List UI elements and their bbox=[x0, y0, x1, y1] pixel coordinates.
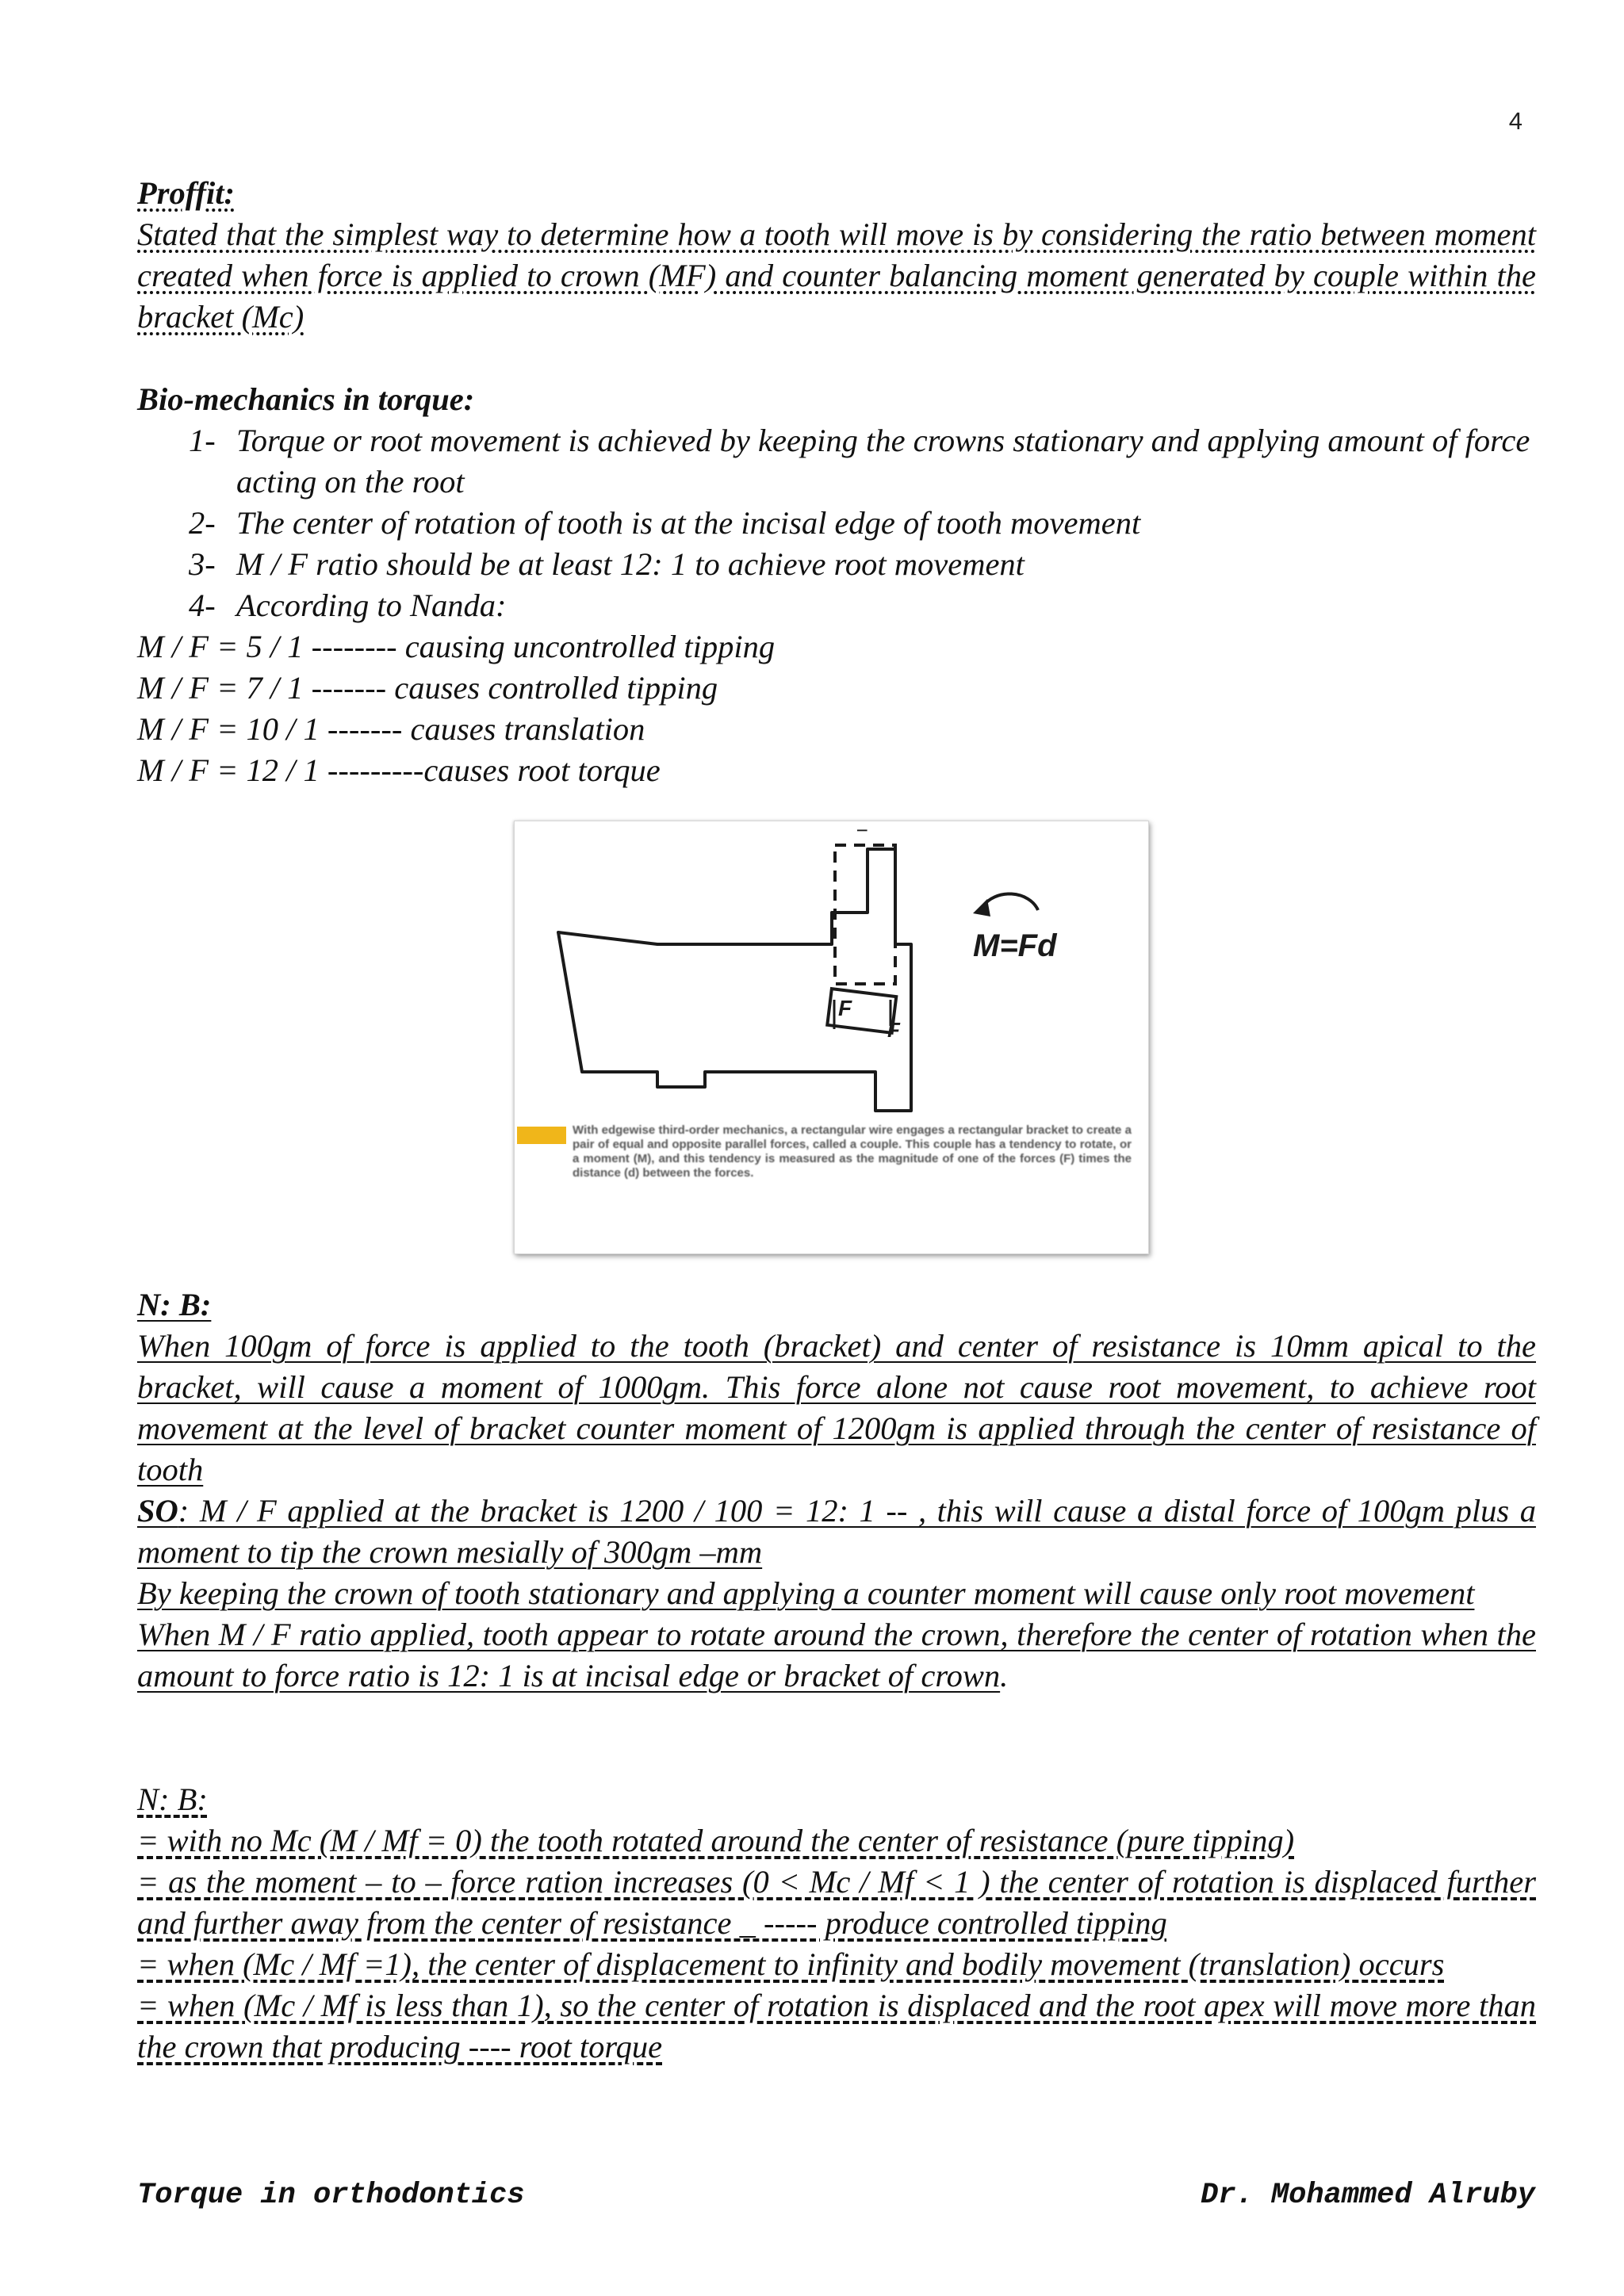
list-item-text: Torque or root movement is achieved by keeping the crowns stationary and applying amount of force acting on the root bbox=[236, 423, 1530, 499]
nb-heading-2: N: B: bbox=[137, 1781, 208, 1817]
nb1-paragraph-2: By keeping the crown of tooth stationary and applying a counter moment will cause only root movement bbox=[137, 1575, 1475, 1611]
list-item-number: 4- bbox=[189, 587, 216, 623]
list-item bbox=[137, 585, 1536, 626]
list-item-number: 3- bbox=[189, 546, 216, 582]
list-item bbox=[137, 503, 1536, 544]
nb1-paragraph-1: When 100gm of force is applied to the tooth (bracket) and center of resistance is 10mm apical to the bracket, will cause a moment of 1000gm. This force alone not cause root movement, to achieve root movement at the level of bracket counter moment of 1200gm is applied through the center of resistance of tooth bbox=[137, 1328, 1536, 1487]
ratio-line: M / F = 12 / 1 ---------causes root torque bbox=[137, 752, 661, 788]
proffit-heading: Proffit: bbox=[137, 175, 235, 211]
ratio-line: M / F = 7 / 1 ------- causes controlled tipping bbox=[137, 670, 718, 706]
nb2-item: = as the moment – to – force ration increases (0 < Mc / Mf < 1 ) the center of rotation is displaced further and further away from the center of resistance _ ----- produce controlled tipping bbox=[137, 1864, 1536, 1941]
list-item-text: According to Nanda: bbox=[236, 587, 507, 623]
so-label: SO bbox=[137, 1493, 178, 1529]
list-item-text: M / F ratio should be at least 12: 1 to achieve root movement bbox=[236, 546, 1025, 582]
nb2-item: = when (Mc / Mf is less than 1), so the center of rotation is displaced and the root apex will move more than the crown that producing ---- root torque bbox=[137, 1988, 1536, 2064]
biomechanics-list bbox=[137, 420, 1536, 626]
nb2-item: = with no Mc (M / Mf = 0) the tooth rotated around the center of resistance (pure tipping) bbox=[137, 1823, 1295, 1858]
wire-dashed-outline bbox=[835, 845, 895, 984]
nb1-paragraph-3-end: . bbox=[1000, 1658, 1009, 1693]
caption-color-marker bbox=[517, 1127, 566, 1144]
footer-author: Dr. Mohammed Alruby bbox=[1201, 2179, 1535, 2212]
nb-heading-1: N: B: bbox=[137, 1287, 212, 1322]
nb-section-1 bbox=[137, 1284, 1536, 1697]
figure-caption: With edgewise third-order mechanics, a rectangular wire engages a rectangular bracket to create a pair of equal and opposite parallel forces, called a couple. This couple has a tendency to rotate, or a moment (M), and this tendency is measured as the magnitude of one of the forces (F) times the distance (d) between the forces. bbox=[573, 1123, 1132, 1180]
nb2-item: = when (Mc / Mf =1), the center of displacement to infinity and bodily movement (translation) occurs bbox=[137, 1946, 1445, 1982]
list-item-number: 2- bbox=[189, 505, 216, 541]
ratio-line: M / F = 5 / 1 -------- causing uncontrolled tipping bbox=[137, 629, 776, 664]
nb1-paragraph-3 bbox=[137, 1614, 1536, 1697]
so-text: : M / F applied at the bracket is 1200 / 100 = 12: 1 -- , this will cause a distal force of 100gm plus a moment to tip the crown mesially of 300gm –mm bbox=[137, 1493, 1536, 1570]
biomechanics-heading: Bio-mechanics in torque: bbox=[137, 381, 475, 417]
top-sign-label: − bbox=[856, 821, 868, 842]
page-number: 4 bbox=[1508, 107, 1522, 135]
nb1-paragraph-so bbox=[137, 1490, 1536, 1573]
nb-section-2 bbox=[137, 1779, 1536, 2068]
force-label-2: F bbox=[887, 1018, 900, 1042]
torque-diagram-figure bbox=[514, 821, 1149, 1254]
biomechanics-section bbox=[137, 379, 1536, 791]
list-item bbox=[137, 420, 1536, 503]
list-item-number: 1- bbox=[189, 423, 216, 458]
moment-label: M=Fd bbox=[973, 928, 1057, 963]
ratio-line: M / F = 10 / 1 ------- causes translation bbox=[137, 711, 645, 747]
force-label-1: F bbox=[838, 996, 852, 1020]
footer-title: Torque in orthodontics bbox=[137, 2179, 525, 2212]
proffit-text: Stated that the simplest way to determine how a tooth will move is by considering the ratio between moment created when force is applied to crown (MF) and counter balancing moment generated by couple within the bracket (Mc) bbox=[137, 216, 1536, 335]
nb1-paragraph-3-text: When M / F ratio applied, tooth appear to rotate around the crown, therefore the center of rotation when the amount to force ratio is 12: 1 is at incisal edge or bracket of crown bbox=[137, 1617, 1536, 1693]
proffit-section bbox=[137, 173, 1536, 338]
list-item-text: The center of rotation of tooth is at the incisal edge of tooth movement bbox=[236, 505, 1141, 541]
bracket-outline bbox=[558, 849, 911, 1111]
list-item bbox=[137, 544, 1536, 585]
moment-arrow-icon bbox=[982, 894, 1038, 910]
